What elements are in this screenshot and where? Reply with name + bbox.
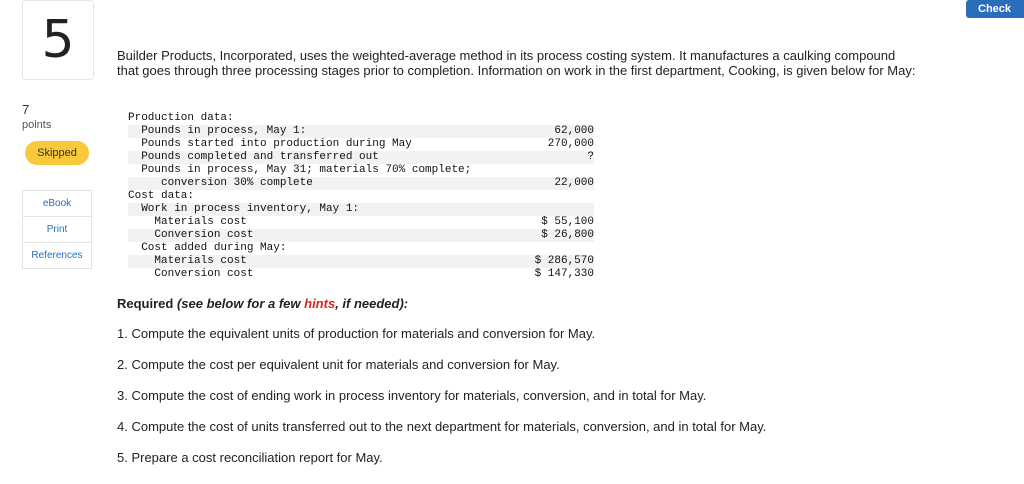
data-label: Conversion cost bbox=[128, 268, 254, 280]
hints-link[interactable]: hints bbox=[304, 296, 336, 311]
data-row bbox=[128, 190, 594, 203]
data-label: Cost added during May: bbox=[128, 242, 287, 254]
data-label: Cost data: bbox=[128, 190, 195, 202]
data-row bbox=[128, 268, 594, 281]
data-label: Conversion cost bbox=[128, 229, 254, 241]
check-button[interactable]: Check bbox=[966, 0, 1024, 18]
data-label: conversion 30% complete bbox=[128, 177, 313, 189]
data-row bbox=[128, 216, 594, 229]
data-value: ? bbox=[587, 151, 594, 163]
data-label: Materials cost bbox=[128, 216, 247, 228]
required-heading bbox=[117, 296, 408, 311]
data-row bbox=[128, 229, 594, 242]
data-row bbox=[128, 255, 594, 268]
task-item: 2. Compute the cost per equivalent unit for materials and conversion for May. bbox=[117, 357, 560, 372]
side-links bbox=[22, 190, 92, 269]
data-value: $ 26,800 bbox=[541, 229, 594, 241]
required-prefix: Required bbox=[117, 296, 177, 311]
status-badge: Skipped bbox=[25, 141, 89, 165]
data-label: Materials cost bbox=[128, 255, 247, 267]
data-value: $ 55,100 bbox=[541, 216, 594, 228]
data-value: $ 286,570 bbox=[534, 255, 594, 267]
points-label: points bbox=[22, 119, 52, 131]
data-row bbox=[128, 151, 594, 164]
data-label: Pounds in process, May 31; materials 70% complete; bbox=[128, 164, 472, 176]
data-value bbox=[504, 112, 594, 125]
data-row bbox=[128, 125, 594, 138]
data-row bbox=[128, 164, 594, 177]
data-row bbox=[128, 203, 594, 216]
data-value: $ 147,330 bbox=[534, 268, 594, 280]
data-table bbox=[128, 112, 594, 281]
data-row bbox=[128, 177, 594, 190]
data-row bbox=[128, 242, 594, 255]
data-row bbox=[128, 112, 594, 125]
references-link[interactable]: References bbox=[22, 243, 92, 269]
ebook-link[interactable]: eBook bbox=[22, 190, 92, 217]
data-label: Production data: bbox=[128, 112, 234, 124]
required-paren-close: , if needed): bbox=[335, 296, 409, 311]
data-row bbox=[128, 138, 594, 151]
task-list bbox=[117, 325, 997, 480]
print-link[interactable]: Print bbox=[22, 217, 92, 243]
data-value bbox=[504, 190, 594, 203]
required-paren-open: (see below for a few bbox=[176, 296, 305, 311]
data-value bbox=[504, 164, 594, 177]
data-value: 270,000 bbox=[547, 138, 594, 150]
question-intro: Builder Products, Incorporated, uses the weighted-average method in its process costing system. It manufactures a caulking compound that goes through three processing stages prior to completion. Information on work in the first department, Cooking, is given below for May: bbox=[117, 48, 916, 78]
data-value bbox=[504, 203, 594, 216]
data-value: 62,000 bbox=[554, 125, 594, 137]
data-value: 22,000 bbox=[554, 177, 594, 189]
task-item: 3. Compute the cost of ending work in process inventory for materials, conversion, and in total for May. bbox=[117, 388, 707, 403]
task-item: 1. Compute the equivalent units of production for materials and conversion for May. bbox=[117, 326, 596, 341]
question-number: 5 bbox=[22, 0, 94, 80]
data-value bbox=[504, 242, 594, 255]
task-item: 4. Compute the cost of units transferred out to the next department for materials, conversion, and in total for May. bbox=[117, 419, 767, 434]
data-label: Pounds in process, May 1: bbox=[128, 125, 307, 137]
points-value: 7 bbox=[22, 102, 30, 117]
data-label: Pounds completed and transferred out bbox=[128, 151, 379, 163]
data-label: Work in process inventory, May 1: bbox=[128, 203, 360, 215]
task-item: 5. Prepare a cost reconciliation report for May. bbox=[117, 450, 383, 465]
data-label: Pounds started into production during May bbox=[128, 138, 412, 150]
